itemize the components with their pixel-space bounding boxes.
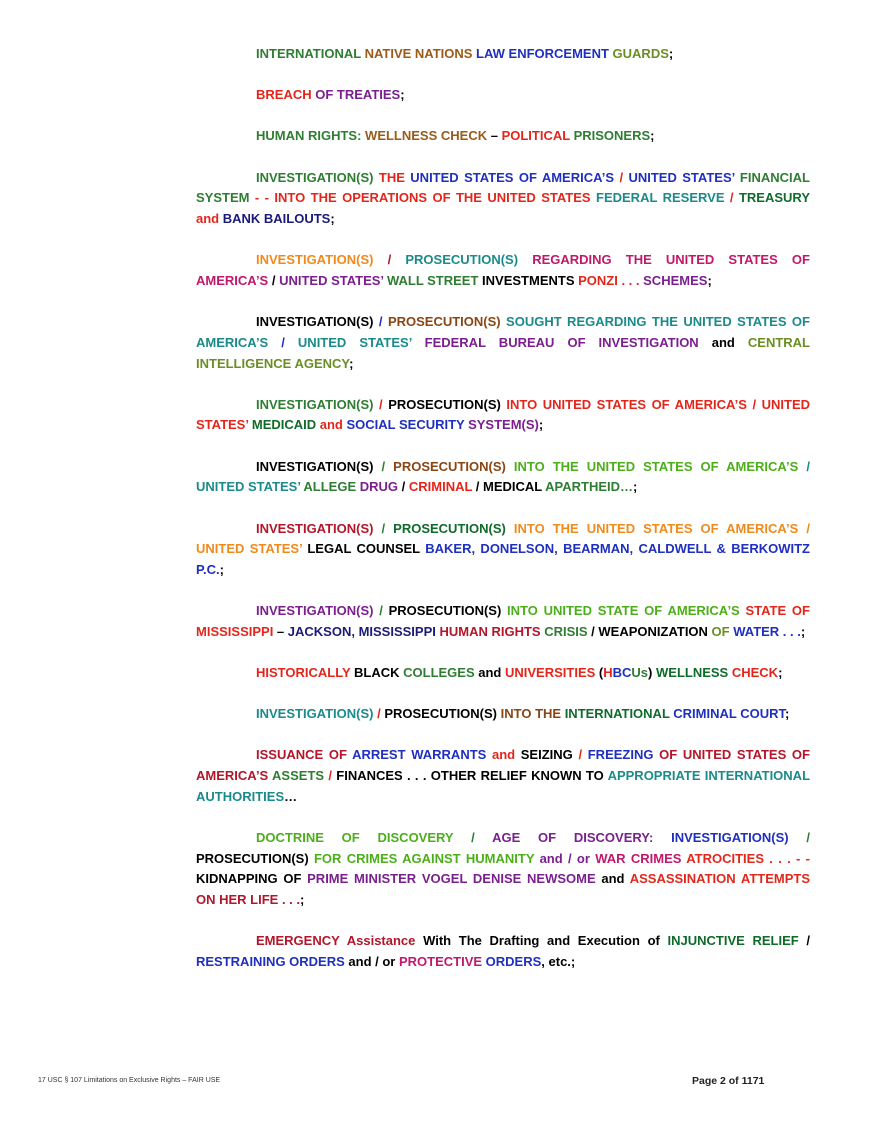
text-run: GUARDS (612, 46, 669, 61)
text-run: ; (800, 623, 806, 639)
text-run: WAR CRIMES (595, 850, 687, 866)
text-run: SEIZING (520, 747, 579, 763)
paragraph-item (196, 312, 810, 374)
text-run: PROTECTIVE (398, 954, 486, 970)
text-run: PRISONERS (573, 128, 651, 144)
text-run: INVESTIGATION(S) (256, 458, 382, 474)
text-run: INVESTIGATION(S) (671, 830, 807, 846)
text-run: UNITED STATES’ (196, 396, 810, 433)
text-run: INTO THE UNITED STATES OF AMERICA’S (513, 520, 807, 536)
text-run: … (284, 788, 298, 804)
text-run: UNITED STATES’ (196, 479, 304, 495)
text-run: / (729, 190, 739, 206)
text-run: STATE OF MISSISSIPPI (196, 603, 810, 639)
text-run: BREACH (256, 87, 316, 103)
paragraph-item (196, 663, 810, 684)
text-run: INVESTIGATION(S) (256, 169, 379, 185)
text-run: PROSECUTION(S) (393, 458, 514, 474)
text-run: ; (778, 665, 783, 681)
text-run: CRIMINAL (408, 479, 476, 495)
text-run: ) (648, 665, 656, 681)
text-run: HUMAN RIGHTS (439, 623, 545, 639)
text-run: and (711, 334, 748, 350)
text-run: and (196, 211, 223, 227)
text-run: ALLEGE (303, 479, 360, 495)
text-run: WELLNESS CHECK (365, 128, 488, 144)
text-run: ; (650, 128, 655, 144)
paragraph-item (196, 126, 810, 147)
text-run: CHECK (731, 665, 779, 681)
paragraph-item (196, 828, 810, 911)
text-run: / (591, 623, 599, 639)
text-run: OF TREATIES (315, 87, 401, 103)
text-run: LEGAL COUNSEL (307, 541, 426, 557)
text-run: INVESTIGATION(S) (256, 706, 378, 722)
text-run: INVESTIGATION(S) (256, 396, 380, 412)
text-run: PONZI . . . (578, 272, 644, 288)
text-run: / (806, 933, 810, 949)
text-run: INVESTIGATION(S) (256, 314, 379, 330)
text-run: ; (400, 87, 405, 103)
text-run: FINANCIAL SYSTEM (196, 169, 810, 206)
text-run: INTO THE (500, 706, 565, 722)
text-run: MEDICAID (251, 417, 320, 433)
text-run: Us (631, 665, 649, 681)
text-run: NATIVE NATIONS (364, 46, 477, 61)
text-run: CENTRAL INTELLIGENCE AGENCY (196, 334, 810, 371)
text-run: INTO UNITED STATES OF AMERICA’S (506, 396, 753, 412)
paragraph-item (196, 395, 810, 436)
text-run: CRIMINAL COURT (673, 706, 785, 722)
paragraph-item (196, 931, 810, 972)
text-run: and / or (348, 954, 399, 970)
text-run: ASSETS (272, 768, 329, 784)
text-run: ; (349, 355, 354, 371)
paragraph-item (196, 745, 810, 807)
text-run: ; (300, 892, 305, 908)
page-number: Page 2 of 1171 (692, 1075, 765, 1087)
text-run: / (381, 458, 394, 474)
paragraph-item (196, 457, 810, 498)
text-run: and (478, 665, 505, 681)
text-run: UNITED STATES’ (628, 169, 740, 185)
text-run: INVESTMENTS (482, 272, 579, 288)
text-run: FEDERAL RESERVE (596, 190, 730, 206)
text-run: / (471, 830, 493, 846)
text-run: – (487, 128, 502, 144)
text-run: / (806, 520, 810, 536)
text-run: CRISIS (544, 623, 592, 639)
text-run: MEDICAL (483, 479, 546, 495)
text-run: FREEZING (587, 747, 660, 763)
text-run: UNITED STATES’ (279, 272, 387, 288)
text-run: and (601, 871, 630, 887)
text-run: EMERGENCY Assistance (256, 933, 424, 949)
text-run: ; (219, 561, 224, 577)
text-run: FINANCES . . . (336, 768, 431, 784)
text-run: PROSECUTION(S) (387, 314, 507, 330)
text-run: PROSECUTION(S) (384, 706, 501, 722)
text-run: ATROCITIES . . . - - (686, 850, 810, 866)
text-run: / (578, 747, 588, 763)
text-run: INTERNATIONAL (564, 706, 674, 722)
text-run: SCHEMES (643, 272, 708, 288)
text-run: OF UNITED STATES OF AMERICA’S (196, 747, 810, 784)
text-run: ON HER LIFE . . . (196, 892, 301, 908)
text-run: OF (711, 623, 734, 639)
text-run: / (387, 252, 406, 268)
text-run: ; (538, 417, 544, 433)
text-run: PROSECUTION(S) (388, 603, 508, 619)
text-run: INTERNATIONAL (256, 46, 365, 61)
text-run: BAKER, DONELSON, BEARMAN, CALDWELL & BERKOWITZ P.C. (196, 541, 810, 577)
text-run: ; (633, 479, 638, 495)
footer-fair-use: 17 USC § 107 Limitations on Exclusive Rights – FAIR USE (38, 1077, 221, 1084)
text-run: ( (598, 665, 604, 681)
text-run: H (603, 665, 613, 681)
text-run: PROSECUTION(S) (196, 850, 314, 866)
text-run: ; (668, 46, 674, 61)
text-run: ISSUANCE OF (256, 747, 353, 763)
text-run: POLITICAL (501, 128, 574, 144)
text-run: and (491, 747, 521, 763)
text-run: UNITED STATES’ (196, 541, 308, 557)
text-run: OTHER RELIEF KNOWN TO (430, 768, 608, 784)
text-run: / (619, 169, 629, 185)
text-run: COLLEGES (403, 665, 479, 681)
text-run: RESTRAINING ORDERS (196, 954, 349, 970)
text-run: / (378, 314, 388, 330)
text-run: / (806, 830, 810, 846)
text-run: FOR CRIMES AGAINST HUMANITY (313, 850, 540, 866)
text-run: INTO THE UNITED STATES OF AMERICA’S (513, 458, 807, 474)
text-run: / (401, 479, 409, 495)
text-run: / (328, 768, 337, 784)
text-run: PRIME MINISTER VOGEL DENISE NEWSOME (307, 871, 602, 887)
text-run: PROSECUTION(S) (393, 520, 514, 536)
text-run: ARREST WARRANTS (352, 747, 492, 763)
text-run: / (752, 396, 762, 412)
text-run: FEDERAL BUREAU OF INVESTIGATION (424, 334, 712, 350)
text-run: WELLNESS (656, 665, 732, 681)
paragraph-item (196, 519, 810, 581)
paragraph-item (196, 601, 810, 642)
text-run: ASSASSINATION ATTEMPTS (629, 871, 810, 887)
text-run: BLACK (354, 665, 404, 681)
text-run: PROSECUTION(S) (405, 252, 533, 268)
text-run: INJUNCTIVE RELIEF (667, 933, 807, 949)
text-run: THE (378, 169, 411, 185)
text-run: REGARDING THE UNITED STATES OF AMERICA’S (196, 252, 810, 288)
text-run: – (273, 623, 288, 639)
text-run: APPROPRIATE INTERNATIONAL AUTHORITIES (196, 768, 811, 804)
text-run: BANK BAILOUTS (222, 211, 331, 227)
text-run: / (381, 520, 394, 536)
text-run: / (379, 603, 389, 619)
text-run: JACKSON, MISSISSIPPI (287, 623, 440, 639)
text-run: DRUG (359, 479, 402, 495)
text-run: PROSECUTION(S) (388, 396, 507, 412)
text-run: APARTHEID… (545, 479, 634, 495)
text-run: HISTORICALLY (256, 665, 355, 681)
text-run: ; (784, 706, 790, 722)
text-run: and (319, 417, 347, 433)
text-run: BC (612, 665, 632, 681)
text-run: AGE OF DISCOVERY: (492, 830, 672, 846)
text-run: UNIVERSITIES (504, 665, 599, 681)
paragraph-item (196, 250, 810, 291)
text-run: / (806, 458, 810, 474)
text-run: TREASURY (738, 190, 810, 206)
paragraph-item (196, 704, 810, 725)
text-run: ; (707, 272, 712, 288)
paragraph-item (196, 168, 810, 230)
text-run: ; (330, 211, 335, 227)
text-run: LAW ENFORCEMENT (476, 46, 613, 61)
text-run: SYSTEM(S) (468, 417, 539, 433)
text-run: / (475, 479, 484, 495)
text-run: UNITED STATES OF AMERICA’S (410, 169, 620, 185)
text-run: , etc.; (541, 954, 576, 970)
text-run: / (271, 272, 280, 288)
text-run: SOUGHT REGARDING THE UNITED STATES OF AMERICA’S (196, 314, 810, 350)
text-run: / (377, 706, 385, 722)
text-run: INVESTIGATION(S) (256, 252, 388, 268)
text-run: and / or (539, 850, 596, 866)
text-run: / (281, 334, 298, 350)
text-run: WEAPONIZATION (598, 623, 712, 639)
text-run: SOCIAL SECURITY (346, 417, 469, 433)
text-run: INTO UNITED STATE OF AMERICA’S (507, 603, 746, 619)
text-run: INVESTIGATION(S) (256, 603, 380, 619)
text-run: With The Drafting and Execution of (423, 933, 668, 949)
text-run: DOCTRINE OF DISCOVERY (256, 830, 472, 846)
text-run: WATER . . . (733, 623, 801, 639)
text-run: WALL STREET (386, 272, 483, 288)
text-run: ORDERS (485, 954, 542, 970)
text-run: / (379, 396, 389, 412)
document-body (196, 44, 810, 993)
paragraph-item (196, 44, 810, 65)
paragraph-item (196, 85, 810, 106)
text-run: - - INTO THE OPERATIONS OF THE UNITED STATES (254, 190, 597, 206)
text-run: INVESTIGATION(S) (256, 520, 382, 536)
text-run: UNITED STATES’ (297, 334, 425, 350)
text-run: KIDNAPPING OF (196, 871, 308, 887)
text-run: HUMAN RIGHTS: (256, 128, 366, 144)
